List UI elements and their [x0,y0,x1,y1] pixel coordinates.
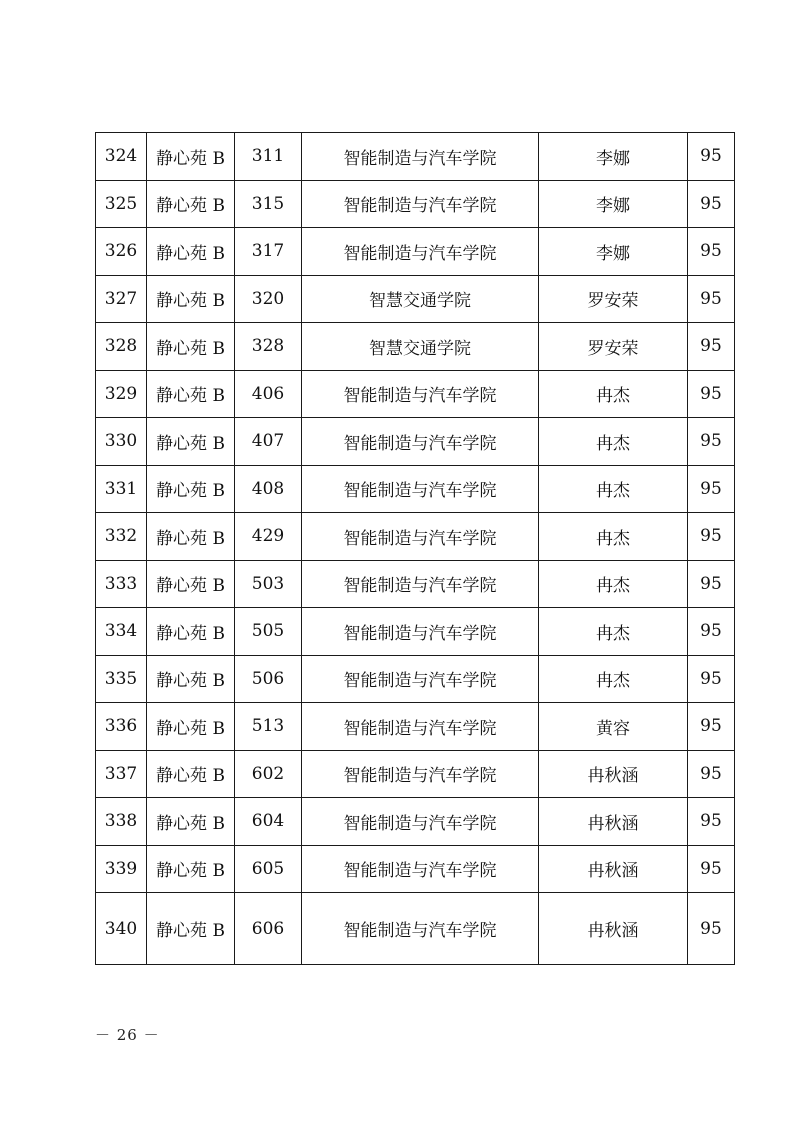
row-index-cell: 328 [96,323,147,371]
supervisor-cell: 冉秋涵 [539,798,688,846]
score-cell: 95 [688,560,735,608]
building-cell: 静心苑 B [147,750,235,798]
college-cell: 智能制造与汽车学院 [302,228,539,276]
supervisor-cell: 李娜 [539,180,688,228]
score-cell: 95 [688,465,735,513]
building-cell: 静心苑 B [147,608,235,656]
building-cell: 静心苑 B [147,370,235,418]
room-cell: 605 [235,845,302,893]
college-cell: 智能制造与汽车学院 [302,370,539,418]
room-cell: 513 [235,703,302,751]
table-row [96,275,735,323]
table-row [96,560,735,608]
supervisor-cell: 李娜 [539,133,688,181]
college-cell: 智慧交通学院 [302,323,539,371]
room-cell: 407 [235,418,302,466]
building-cell: 静心苑 B [147,893,235,965]
table-row [96,465,735,513]
score-cell: 95 [688,513,735,561]
college-cell: 智能制造与汽车学院 [302,608,539,656]
room-cell: 317 [235,228,302,276]
room-cell: 606 [235,893,302,965]
supervisor-cell: 罗安荣 [539,275,688,323]
building-cell: 静心苑 B [147,133,235,181]
college-cell: 智能制造与汽车学院 [302,513,539,561]
building-cell: 静心苑 B [147,418,235,466]
college-cell: 智能制造与汽车学院 [302,750,539,798]
building-cell: 静心苑 B [147,655,235,703]
score-cell: 95 [688,798,735,846]
supervisor-cell: 黄容 [539,703,688,751]
score-cell: 95 [688,275,735,323]
college-cell: 智能制造与汽车学院 [302,133,539,181]
table-row [96,133,735,181]
supervisor-cell: 冉杰 [539,655,688,703]
table-row [96,703,735,751]
score-cell: 95 [688,370,735,418]
building-cell: 静心苑 B [147,180,235,228]
college-cell: 智能制造与汽车学院 [302,703,539,751]
table-row [96,323,735,371]
college-cell: 智能制造与汽车学院 [302,560,539,608]
table-row [96,608,735,656]
score-cell: 95 [688,608,735,656]
building-cell: 静心苑 B [147,845,235,893]
building-cell: 静心苑 B [147,560,235,608]
supervisor-cell: 冉秋涵 [539,845,688,893]
row-index-cell: 334 [96,608,147,656]
row-index-cell: 326 [96,228,147,276]
row-index-cell: 332 [96,513,147,561]
row-index-cell: 339 [96,845,147,893]
score-cell: 95 [688,228,735,276]
table-row [96,418,735,466]
supervisor-cell: 冉杰 [539,608,688,656]
college-cell: 智能制造与汽车学院 [302,180,539,228]
table-row [96,513,735,561]
table-row [96,370,735,418]
row-index-cell: 340 [96,893,147,965]
table-row [96,655,735,703]
college-cell: 智能制造与汽车学院 [302,418,539,466]
table-row [96,180,735,228]
building-cell: 静心苑 B [147,798,235,846]
score-cell: 95 [688,845,735,893]
college-cell: 智能制造与汽车学院 [302,845,539,893]
supervisor-cell: 李娜 [539,228,688,276]
score-cell: 95 [688,180,735,228]
supervisor-cell: 冉杰 [539,465,688,513]
row-index-cell: 337 [96,750,147,798]
table-row [96,750,735,798]
row-index-cell: 325 [96,180,147,228]
table-row [96,228,735,276]
row-index-cell: 329 [96,370,147,418]
room-cell: 506 [235,655,302,703]
row-index-cell: 331 [96,465,147,513]
supervisor-cell: 冉杰 [539,560,688,608]
room-cell: 315 [235,180,302,228]
room-cell: 429 [235,513,302,561]
table-row [96,893,735,965]
room-cell: 408 [235,465,302,513]
supervisor-cell: 冉杰 [539,370,688,418]
row-index-cell: 335 [96,655,147,703]
room-cell: 602 [235,750,302,798]
building-cell: 静心苑 B [147,703,235,751]
room-cell: 503 [235,560,302,608]
building-cell: 静心苑 B [147,323,235,371]
table-body [96,133,735,965]
room-cell: 328 [235,323,302,371]
row-index-cell: 327 [96,275,147,323]
supervisor-cell: 冉杰 [539,418,688,466]
row-index-cell: 336 [96,703,147,751]
supervisor-cell: 冉秋涵 [539,893,688,965]
score-cell: 95 [688,323,735,371]
score-cell: 95 [688,418,735,466]
row-index-cell: 330 [96,418,147,466]
room-cell: 406 [235,370,302,418]
table-row [96,845,735,893]
row-index-cell: 333 [96,560,147,608]
supervisor-cell: 罗安荣 [539,323,688,371]
college-cell: 智能制造与汽车学院 [302,655,539,703]
room-cell: 505 [235,608,302,656]
supervisor-cell: 冉秋涵 [539,750,688,798]
room-cell: 320 [235,275,302,323]
score-cell: 95 [688,750,735,798]
row-index-cell: 324 [96,133,147,181]
building-cell: 静心苑 B [147,513,235,561]
score-cell: 95 [688,133,735,181]
building-cell: 静心苑 B [147,228,235,276]
dormitory-score-table [95,132,735,965]
supervisor-cell: 冉杰 [539,513,688,561]
score-cell: 95 [688,893,735,965]
college-cell: 智能制造与汽车学院 [302,798,539,846]
page-number: － 26 － [95,1026,160,1044]
score-cell: 95 [688,703,735,751]
table-row [96,798,735,846]
room-cell: 604 [235,798,302,846]
score-cell: 95 [688,655,735,703]
building-cell: 静心苑 B [147,275,235,323]
building-cell: 静心苑 B [147,465,235,513]
row-index-cell: 338 [96,798,147,846]
college-cell: 智能制造与汽车学院 [302,893,539,965]
room-cell: 311 [235,133,302,181]
college-cell: 智慧交通学院 [302,275,539,323]
college-cell: 智能制造与汽车学院 [302,465,539,513]
